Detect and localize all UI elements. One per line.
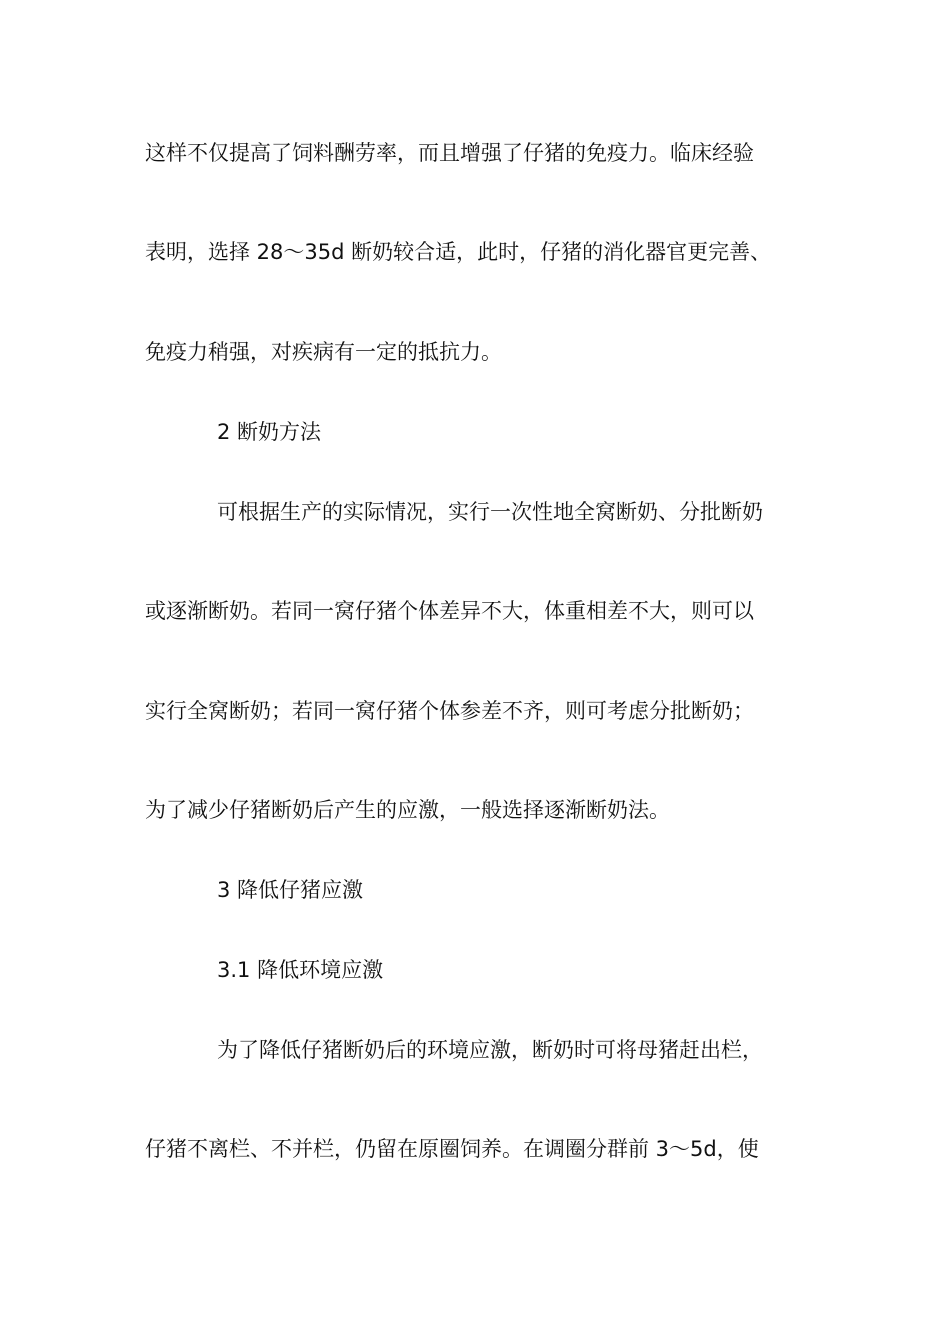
paragraph-line: 或逐渐断奶。若同一窝仔猪个体差异不大，体重相差不大，则可以 <box>145 599 754 623</box>
paragraph-line: 为了减少仔猪断奶后产生的应激，一般选择逐渐断奶法。 <box>145 798 670 822</box>
paragraph-line: 表明，选择 28～35d 断奶较合适，此时，仔猪的消化器官更完善、 <box>145 240 772 264</box>
subsection-heading: 3.1 降低环境应激 <box>217 958 384 982</box>
paragraph-line: 为了降低仔猪断奶后的环境应激，断奶时可将母猪赶出栏， <box>217 1038 763 1062</box>
paragraph-line: 免疫力稍强，对疾病有一定的抵抗力。 <box>145 340 502 364</box>
section-heading: 3 降低仔猪应激 <box>217 878 364 902</box>
paragraph-line: 仔猪不离栏、不并栏，仍留在原圈饲养。在调圈分群前 3～5d，使 <box>145 1137 759 1161</box>
paragraph-line: 实行全窝断奶；若同一窝仔猪个体参差不齐，则可考虑分批断奶； <box>145 699 754 723</box>
paragraph-line: 这样不仅提高了饲料酬劳率，而且增强了仔猪的免疫力。临床经验 <box>145 141 754 165</box>
section-heading: 2 断奶方法 <box>217 420 322 444</box>
paragraph-line: 可根据生产的实际情况，实行一次性地全窝断奶、分批断奶 <box>217 500 763 524</box>
